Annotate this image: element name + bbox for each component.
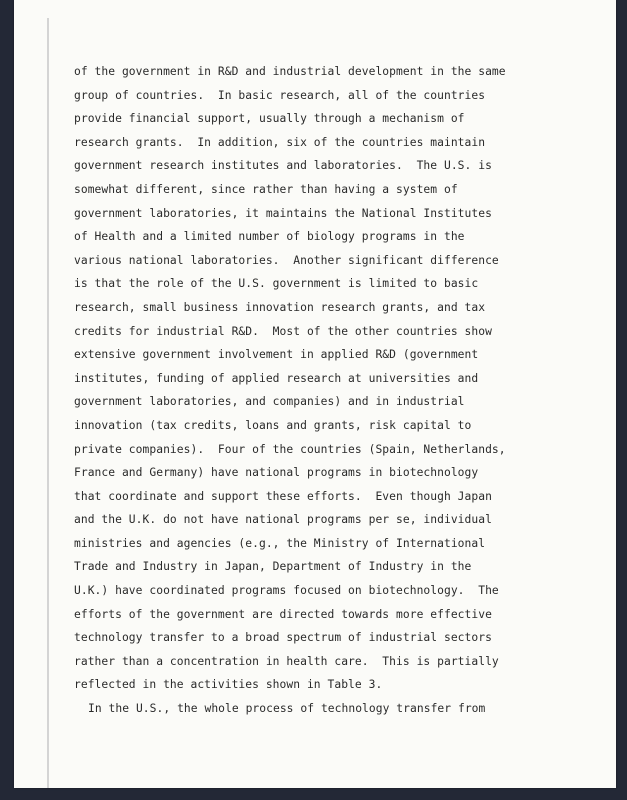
text-line: technology transfer to a broad spectrum of industrial sectors <box>74 631 492 645</box>
text-line: credits for industrial R&D. Most of the other countries show <box>74 324 492 338</box>
paragraph-start-line: In the U.S., the whole process of technology transfer from <box>88 702 486 716</box>
text-line: innovation (tax credits, loans and grants, risk capital to <box>74 418 472 432</box>
text-line: U.K.) have coordinated programs focused on biotechnology. The <box>74 584 499 598</box>
text-line: somewhat different, since rather than having a system of <box>74 182 458 196</box>
text-line: institutes, funding of applied research at universities and <box>74 371 479 385</box>
text-line: government laboratories, and companies) and in industrial <box>74 395 465 409</box>
text-line: and the U.K. do not have national programs per se, individual <box>74 513 492 527</box>
text-line: of the government in R&D and industrial development in the same <box>74 65 506 78</box>
text-line: research, small business innovation research grants, and tax <box>74 300 486 314</box>
text-line: efforts of the government are directed towards more effective <box>74 607 492 621</box>
text-line: reflected in the activities shown in Table 3. <box>74 678 383 692</box>
text-line: is that the role of the U.S. government is limited to basic <box>74 277 479 291</box>
text-line: provide financial support, usually through a mechanism of <box>74 112 465 126</box>
text-line: of Health and a limited number of biology programs in the <box>74 230 465 244</box>
text-line: research grants. In addition, six of the countries maintain <box>74 135 486 149</box>
text-line: government research institutes and laboratories. The U.S. is <box>74 159 492 173</box>
body-text <box>74 60 594 721</box>
text-line: Trade and Industry in Japan, Department of Industry in the <box>74 560 472 574</box>
text-line: government laboratories, it maintains the National Institutes <box>74 206 492 220</box>
text-line: France and Germany) have national programs in biotechnology <box>74 466 479 480</box>
margin-line <box>47 18 49 788</box>
text-line: rather than a concentration in health care. This is partially <box>74 654 499 668</box>
text-line: group of countries. In basic research, all of the countries <box>74 88 486 102</box>
text-line: that coordinate and support these efforts. Even though Japan <box>74 489 492 503</box>
text-line: various national laboratories. Another significant difference <box>74 253 499 267</box>
text-line: private companies). Four of the countries (Spain, Netherlands, <box>74 442 506 456</box>
text-line: extensive government involvement in applied R&D (government <box>74 348 479 362</box>
text-line: ministries and agencies (e.g., the Ministry of International <box>74 536 486 550</box>
